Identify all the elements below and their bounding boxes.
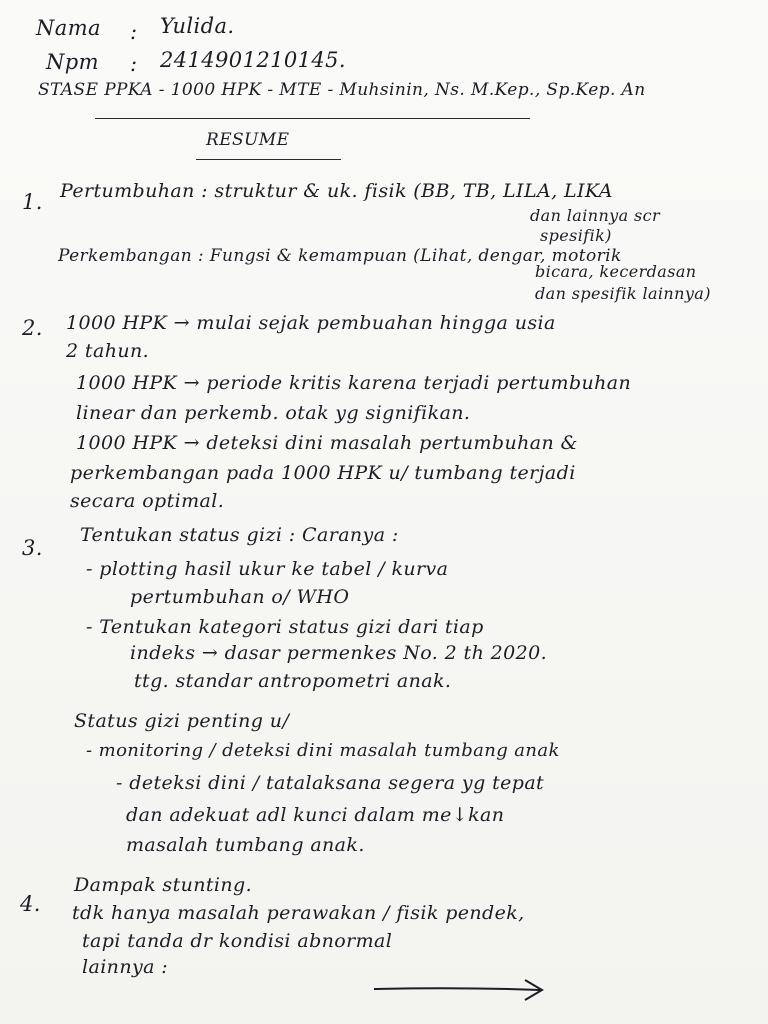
section-2-line: secara optimal. bbox=[70, 490, 225, 512]
section-3-line: indeks → dasar permenkes No. 2 th 2020. bbox=[130, 642, 548, 664]
npm-value: 2414901210145. bbox=[160, 48, 346, 72]
continue-arrow-icon bbox=[370, 975, 550, 1005]
stase-underline bbox=[95, 118, 530, 119]
npm-separator: : bbox=[130, 52, 138, 76]
section-1-number: 1. bbox=[22, 190, 43, 214]
section-1-line: dan lainnya scr bbox=[530, 206, 661, 225]
section-3-number: 3. bbox=[22, 536, 43, 560]
section-4-line: tapi tanda dr kondisi abnormal bbox=[82, 930, 393, 952]
section-3-line: - Tentukan kategori status gizi dari tiap bbox=[86, 616, 484, 638]
stase-line: STASE PPKA - 1000 HPK - MTE - Muhsinin, Ns. M.Kep., Sp.Kep. An bbox=[38, 80, 646, 100]
section-4-number: 4. bbox=[20, 892, 41, 916]
section-1-line: spesifik) bbox=[540, 226, 612, 245]
section-3-line: dan adekuat adl kunci dalam me↓kan bbox=[126, 804, 505, 826]
section-3-line: - deteksi dini / tatalaksana segera yg tepat bbox=[116, 772, 545, 794]
resume-title: RESUME bbox=[206, 130, 290, 150]
section-1-line: bicara, kecerdasan bbox=[535, 262, 697, 281]
section-2-line: 1000 HPK → mulai sejak pembuahan hingga usia bbox=[66, 312, 556, 334]
section-1-line: dan spesifik lainnya) bbox=[535, 284, 711, 303]
title-underline bbox=[196, 159, 341, 160]
section-3-line: Status gizi penting u/ bbox=[74, 710, 290, 732]
section-2-line: perkembangan pada 1000 HPK u/ tumbang terjadi bbox=[70, 462, 576, 484]
section-3-line: Tentukan status gizi : Caranya : bbox=[80, 524, 399, 546]
section-1-line: Pertumbuhan : struktur & uk. fisik (BB, TB, LILA, LIKA bbox=[60, 180, 613, 202]
section-1-line: Perkembangan : Fungsi & kemampuan (Lihat, dengar, motorik bbox=[58, 246, 622, 266]
section-2-line: linear dan perkemb. otak yg signifikan. bbox=[76, 402, 471, 424]
section-4-line: Dampak stunting. bbox=[74, 874, 253, 896]
section-3-line: ttg. standar antropometri anak. bbox=[134, 670, 452, 692]
section-3-line: pertumbuhan o/ WHO bbox=[130, 586, 350, 608]
section-2-number: 2. bbox=[22, 316, 43, 340]
section-3-line: - monitoring / deteksi dini masalah tumbang anak bbox=[86, 740, 560, 761]
section-3-line: masalah tumbang anak. bbox=[126, 834, 365, 856]
section-2-line: 2 tahun. bbox=[66, 340, 150, 362]
npm-label: Npm bbox=[46, 50, 99, 74]
section-2-line: 1000 HPK → periode kritis karena terjadi pertumbuhan bbox=[76, 372, 632, 394]
nama-separator: : bbox=[130, 20, 138, 44]
nama-value: Yulida. bbox=[160, 14, 235, 38]
section-3-line: - plotting hasil ukur ke tabel / kurva bbox=[86, 558, 449, 580]
nama-label: Nama bbox=[36, 16, 101, 40]
section-4-line: tdk hanya masalah perawakan / fisik pendek, bbox=[72, 902, 525, 924]
section-2-line: 1000 HPK → deteksi dini masalah pertumbuhan & bbox=[76, 432, 578, 454]
section-4-line: lainnya : bbox=[82, 956, 169, 978]
